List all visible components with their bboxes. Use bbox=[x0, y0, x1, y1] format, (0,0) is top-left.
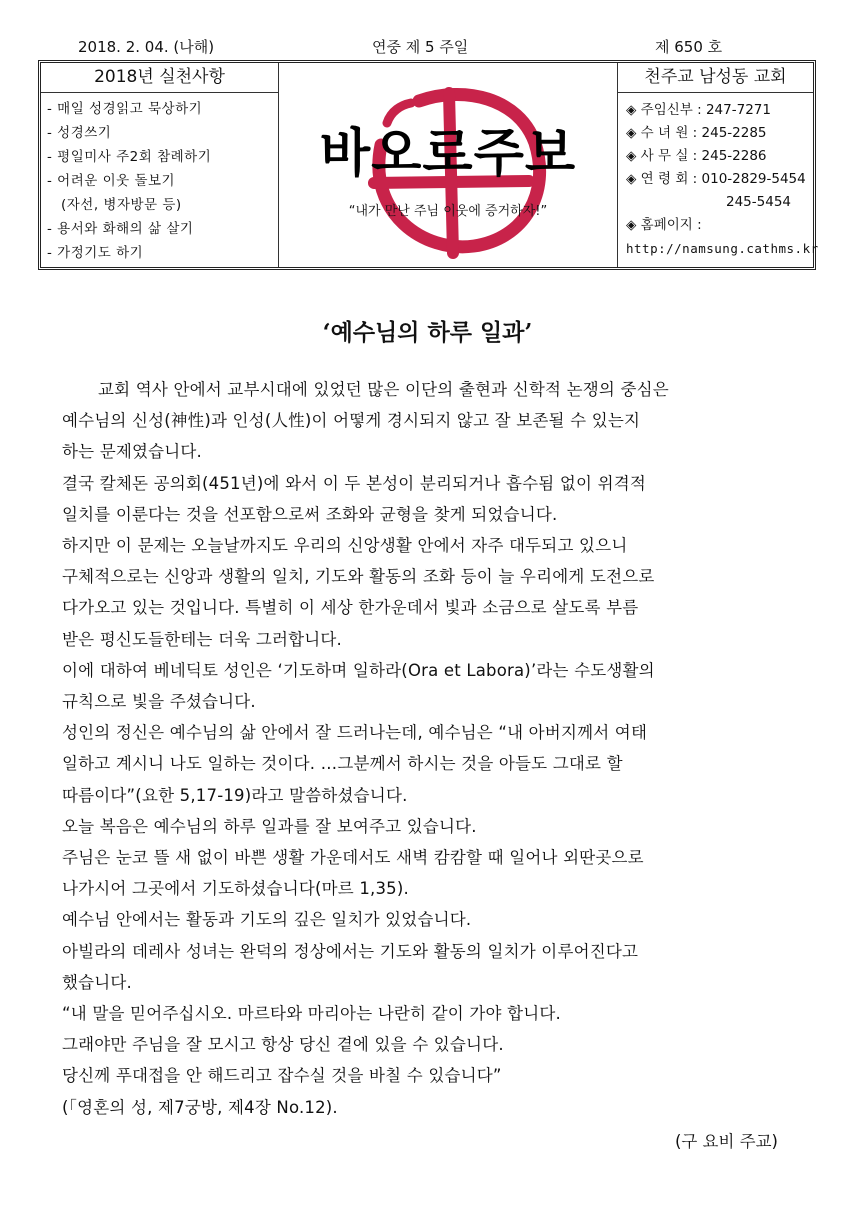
article-line: 일치를 이룬다는 것을 선포함으로써 조화와 균형을 찾게 되었습니다. bbox=[62, 504, 558, 524]
contact-item: ◈ 연 령 회 : 010-2829-5454 bbox=[626, 171, 806, 187]
article-line: 하지만 이 문제는 오늘날까지도 우리의 신앙생활 안에서 자주 대두되고 있으니 bbox=[62, 536, 628, 556]
contact-item: ◈ 주임신부 : 247-7271 bbox=[626, 102, 771, 118]
bulletin-motto: “내가 만난 주님 이웃에 증거하자!” bbox=[348, 204, 548, 219]
article-line: 구체적으로는 신앙과 생활의 일치, 기도와 활동의 조화 등이 늘 우리에게 도전으로 bbox=[62, 567, 655, 587]
practice-item: - 가정기도 하기 bbox=[47, 245, 144, 261]
article-line: (「영혼의 성, 제7궁방, 제4장 No.12). bbox=[62, 1097, 338, 1117]
contact-item: ◈ 홈페이지 : bbox=[626, 217, 702, 233]
church-name: 천주교 남성동 교회 bbox=[618, 63, 813, 93]
article-line: 오늘 복음은 예수님의 하루 일과를 잘 보여주고 있습니다. bbox=[62, 816, 477, 836]
article-line: 주님은 눈코 뜰 새 없이 바쁜 생활 가운데서도 새벽 캄캄할 때 일어나 외딴곳으로 bbox=[62, 848, 644, 868]
church-info-panel bbox=[617, 63, 819, 267]
article-line: 그래야만 주님을 잘 모시고 항상 당신 곁에 있을 수 있습니다. bbox=[62, 1035, 504, 1055]
practice-list bbox=[41, 93, 278, 265]
article-line: 성인의 정신은 예수님의 삶 안에서 잘 드러나는데, 예수님은 “내 아버지께서 여태 bbox=[62, 723, 648, 743]
article-line: 일하고 계시니 나도 일하는 것이다. …그분께서 하시는 것을 아들도 그대로 할 bbox=[62, 754, 623, 774]
article-line: 다가오고 있는 것입니다. 특별히 이 세상 한가운데서 빛과 소금으로 살도록 부름 bbox=[62, 598, 639, 618]
article-line: “내 말을 믿어주십시오. 마르타와 마리아는 나란히 같이 가야 합니다. bbox=[62, 1004, 561, 1024]
issue-date: 2018. 2. 04. (나해) bbox=[78, 38, 215, 56]
contact-item: ◈ 사 무 실 : 245-2286 bbox=[626, 148, 767, 164]
issue-info-bar bbox=[0, 36, 855, 58]
article-line: 규칙으로 빛을 주셨습니다. bbox=[62, 692, 256, 712]
practice-panel bbox=[41, 63, 279, 267]
article-author: (구 요비 주교) bbox=[674, 1132, 778, 1151]
issue-number: 제 650 호 bbox=[655, 38, 723, 56]
masthead-logo-area bbox=[279, 63, 617, 267]
article-line: 교회 역사 안에서 교부시대에 있었던 많은 이단의 출현과 신학적 논쟁의 중심은 bbox=[98, 380, 669, 399]
article-line: 이에 대하여 베네딕토 성인은 ‘기도하며 일하라(Ora et Labora)’라는 수도생활의 bbox=[62, 660, 655, 680]
practice-title: 2018년 실천사항 bbox=[41, 63, 278, 93]
contact-list bbox=[618, 93, 819, 260]
practice-item: - 성경쓰기 bbox=[47, 125, 112, 141]
article-line: 당신께 푸대접을 안 해드리고 잡수실 것을 바칠 수 있습니다” bbox=[62, 1066, 502, 1086]
article-body bbox=[62, 374, 782, 1123]
article-title: ‘예수님의 하루 일과’ bbox=[322, 319, 533, 346]
homepage-link[interactable]: http://namsung.cathms.kr bbox=[626, 241, 819, 256]
article-line: 예수님의 신성(神性)과 인성(人性)이 어떻게 경시되지 않고 잘 보존될 수 있는지 bbox=[62, 411, 641, 431]
practice-item: - 어려운 이웃 돌보기 bbox=[47, 173, 176, 189]
article-line: 나가시어 그곳에서 기도하셨습니다(마르 1,35). bbox=[62, 879, 409, 899]
practice-item: (자선, 병자방문 등) bbox=[61, 197, 182, 213]
article-line: 따름이다”(요한 5,17-19)라고 말씀하셨습니다. bbox=[62, 785, 408, 805]
bulletin-title: 바오로주보 bbox=[319, 124, 577, 184]
masthead-box bbox=[38, 60, 819, 270]
article-line: 아빌라의 데레사 성녀는 완덕의 정상에서는 기도와 활동의 일치가 이루어진다고 bbox=[62, 941, 639, 961]
article-line: 하는 문제였습니다. bbox=[62, 442, 203, 462]
contact-item: 245-5454 bbox=[726, 194, 791, 210]
practice-item: - 용서와 화해의 삶 살기 bbox=[47, 221, 194, 237]
practice-item: - 매일 성경읽고 묵상하기 bbox=[47, 101, 203, 117]
practice-item: - 평일미사 주2회 참례하기 bbox=[47, 149, 212, 165]
liturgical-week: 연중 제 5 주일 bbox=[372, 38, 469, 56]
contact-item: ◈ 수 녀 원 : 245-2285 bbox=[626, 125, 767, 141]
article-line: 예수님 안에서는 활동과 기도의 깊은 일치가 있었습니다. bbox=[62, 910, 472, 930]
article-line: 받은 평신도들한테는 더욱 그러합니다. bbox=[62, 629, 343, 649]
article-line: 했습니다. bbox=[62, 972, 133, 992]
article-line: 결국 칼체돈 공의회(451년)에 와서 이 두 본성이 분리되거나 흡수됨 없이 위격적 bbox=[62, 473, 646, 493]
